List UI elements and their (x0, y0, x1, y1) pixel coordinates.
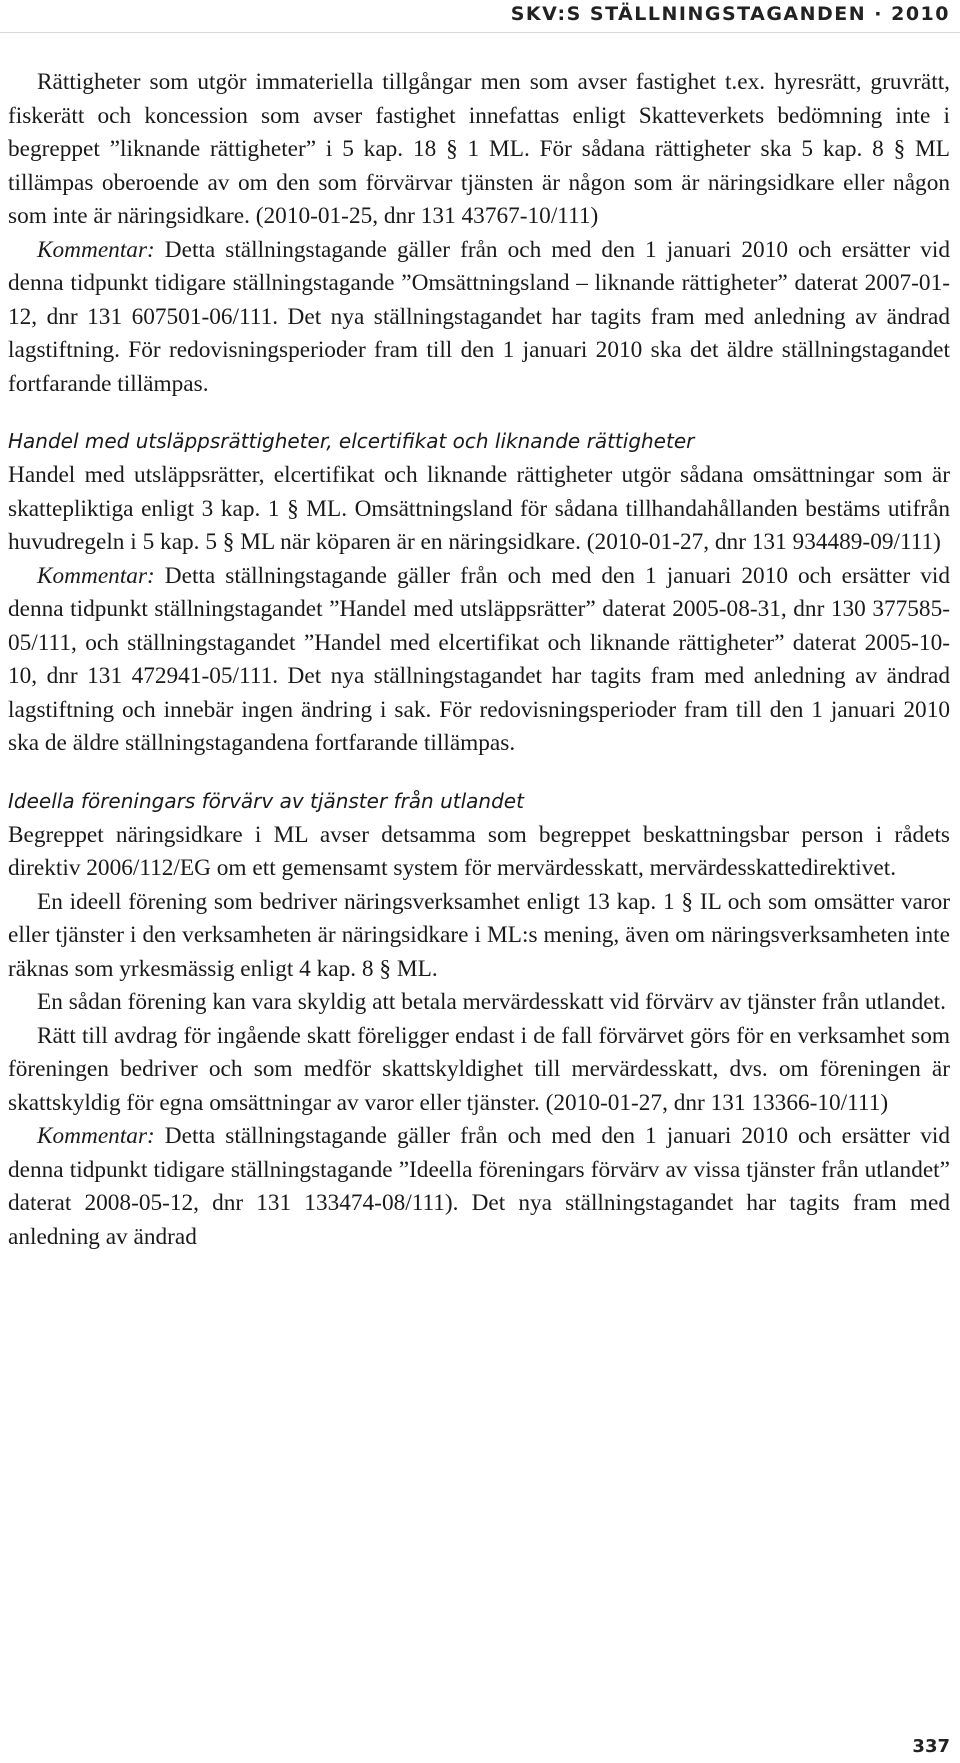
kommentar-text: Detta ställningstagande gäller från och med den 1 januari 2010 och ersätter vid denna tidpunkt tidigare ställningstagande ”Ideella föreningars förvärv av vissa tjänster från utlandet” daterat 2008-05-12, dnr 131 133474-08/111). Det nya ställningstagandet har tagits fram med anledning av ändrad (8, 1123, 950, 1250)
section3-paragraph-1: Begreppet näringsidkare i ML avser detsamma som begreppet beskattningsbar person i rådets direktiv 2006/112/EG om ett gemensamt system för mervärdesskatt, mervärdesskattedirektivet. (8, 821, 950, 881)
section2-heading: Handel med utsläppsrättigheter, elcertifikat och liknande rättigheter (8, 429, 695, 453)
kommentar-label: Kommentar: (37, 562, 155, 589)
page-number: 337 (912, 1736, 950, 1757)
section3-paragraph-4: Rätt till avdrag för ingående skatt föreligger endast i de fall förvärvet görs för en verksamhet som föreningen bedriver och som medför skattskyldighet till mervärdesskatt, dvs. om föreningen är skattskyldig för egna omsättningar av varor eller tjänster. (2010-01-27, dnr 131 13366-10/111) (8, 1022, 950, 1116)
body-text (8, 66, 950, 1254)
section3-paragraph-2: En ideell förening som bedriver näringsverksamhet enligt 13 kap. 1 § IL och som omsätter varor eller tjänster i den verksamheten är näringsidkare i ML:s mening, även om näringsverksamheten inte räknas som yrkesmässig enligt 4 kap. 8 § ML. (8, 888, 950, 982)
running-header: SKV:S STÄLLNINGSTAGANDEN · 2010 (510, 3, 950, 25)
section1-kommentar (8, 234, 950, 402)
kommentar-text: Detta ställningstagande gäller från och med den 1 januari 2010 och ersätter vid denna tidpunkt tidigare ställningstagande ”Omsättningsland – liknande rättigheter” daterat 2007-01-12, dnr 131 607501-06/111. Det nya ställningstagandet har tagits fram med anledning av ändrad lagstiftning. För redovisningsperioder fram till den 1 januari 2010 ska det äldre ställningstagandet fortfarande tillämpas. (8, 236, 950, 397)
section3-kommentar (8, 1120, 950, 1254)
kommentar-label: Kommentar: (37, 1123, 155, 1149)
kommentar-text: Detta ställningstagande gäller från och med den 1 januari 2010 och ersätter vid denna tidpunkt ställningstagandet ”Handel med utsläppsrätter” daterat 2005-08-31, dnr 130 377585-05/111, och ställningstagandet ”Handel med elcertifikat och liknande rättigheter” daterat 2005-10-10, dnr 131 472941-05/111. Det nya ställningstagandet har tagits fram med anledning av ändrad lagstiftning och innebär ingen ändring i sak. För redovisningsperioder fram till den 1 januari 2010 ska de äldre ställningstagandena fortfarande tillämpas. (8, 562, 950, 756)
section1-paragraph: Rättigheter som utgör immateriella tillgångar men som avser fastighet t.ex. hyresrätt, gruvrätt, fiskerätt och koncession som avser fastighet innefattas enligt Skatteverkets bedömning inte i begreppet ”liknande rättigheter” i 5 kap. 18 § 1 ML. För sådana rättigheter ska 5 kap. 8 § ML tillämpas oberoende av om den som förvärvar tjänsten är någon som är näringsidkare eller någon som inte är näringsidkare. (2010-01-25, dnr 131 43767-10/111) (8, 69, 950, 229)
kommentar-label: Kommentar: (37, 236, 155, 263)
section2-paragraph: Handel med utsläppsrätter, elcertifikat och liknande rättigheter utgör sådana omsättningar som är skattepliktiga enligt 3 kap. 1 § ML. Omsättningsland för sådana tillhandahållanden bestäms utifrån huvudregeln i 5 kap. 5 § ML när köparen är en näringsidkare. (2010-01-27, dnr 131 934489-09/111) (8, 462, 950, 555)
header-divider (0, 32, 960, 33)
section2-kommentar (8, 560, 950, 761)
section3-heading: Ideella föreningars förvärv av tjänster från utlandet (8, 788, 524, 813)
section3-paragraph-3: En sådan förening kan vara skyldig att betala mervärdesskatt vid förvärv av tjänster från utlandet. (37, 989, 946, 1015)
